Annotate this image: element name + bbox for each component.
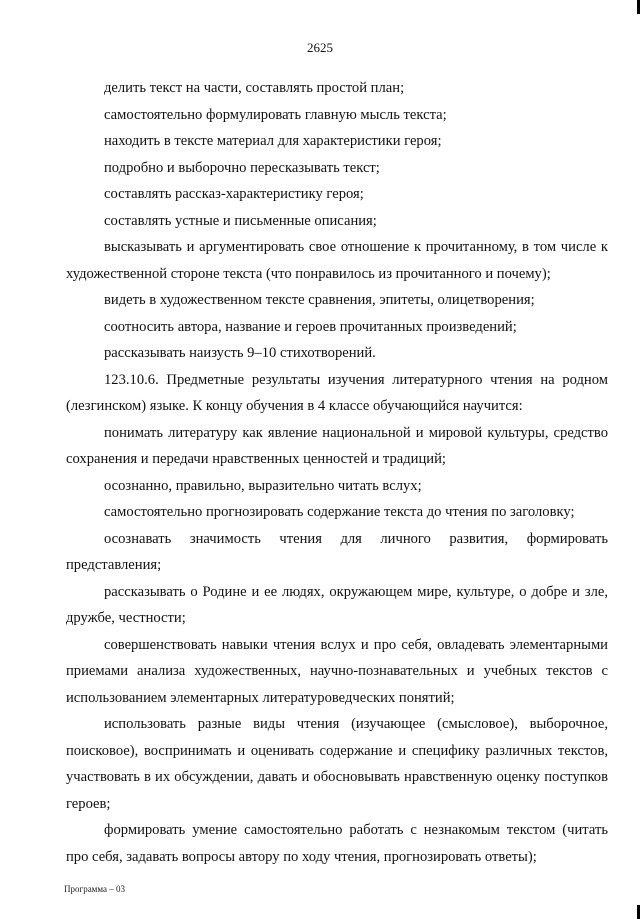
section-heading-paragraph: 123.10.6. Предметные результаты изучения литературного чтения на родном (лезгинском) языке. К концу обучения в 4 классе обучающийся научится: xyxy=(66,371,608,414)
paragraph: находить в тексте материал для характеристики героя; xyxy=(104,133,442,149)
page-number: 2625 xyxy=(307,40,333,55)
paragraph: осознанно, правильно, выразительно читать вслух; xyxy=(104,477,422,494)
paragraph: делить текст на части, составлять простой план; xyxy=(104,80,405,96)
paragraph: подробно и выборочно пересказывать текст; xyxy=(104,159,380,176)
paragraph: самостоятельно формулировать главную мысль текста; xyxy=(104,106,447,123)
document-body xyxy=(66,75,608,870)
paragraph: использовать разные виды чтения (изучающее (смысловое), выборочное, поисковое), воспринимать и оценивать содержание и специфику различных текстов, участвовать в их обсуждении, давать и обосновывать нравственную оценку поступков героев; xyxy=(66,716,608,812)
paragraph: составлять устные и письменные описания; xyxy=(104,212,377,229)
paragraph: самостоятельно прогнозировать содержание текста до чтения по заголовку; xyxy=(104,504,575,520)
paragraph: совершенствовать навыки чтения вслух и про себя, овладевать элементарными приемами анализа художественных, научно-познавательных и учебных текстов с использованием элементарных литературоведческих понятий; xyxy=(66,636,608,706)
footer-label: Программа – 03 xyxy=(64,884,126,894)
paragraph: соотносить автора, название и героев прочитанных произведений; xyxy=(104,318,517,335)
paragraph: составлять рассказ-характеристику героя; xyxy=(104,186,364,202)
paragraph: видеть в художественном тексте сравнения, эпитеты, олицетворения; xyxy=(104,292,535,308)
paragraph: осознавать значимость чтения для личного развития, формировать представления; xyxy=(66,530,608,573)
paragraph: высказывать и аргументировать свое отношение к прочитанному, в том числе к художественной стороне текста (что понравилось из прочитанного и почему); xyxy=(66,239,608,282)
paragraph: понимать литературу как явление национальной и мировой культуры, средство сохранения и передачи нравственных ценностей и традиций; xyxy=(66,424,608,467)
paragraph: рассказывать наизусть 9–10 стихотворений. xyxy=(104,345,376,361)
paragraph: формировать умение самостоятельно работать с незнакомым текстом (читать про себя, задавать вопросы автору по ходу чтения, прогнозировать ответы); xyxy=(66,822,608,865)
paragraph: рассказывать о Родине и ее людях, окружающем мире, культуре, о добре и зле, дружбе, честности; xyxy=(66,583,608,626)
